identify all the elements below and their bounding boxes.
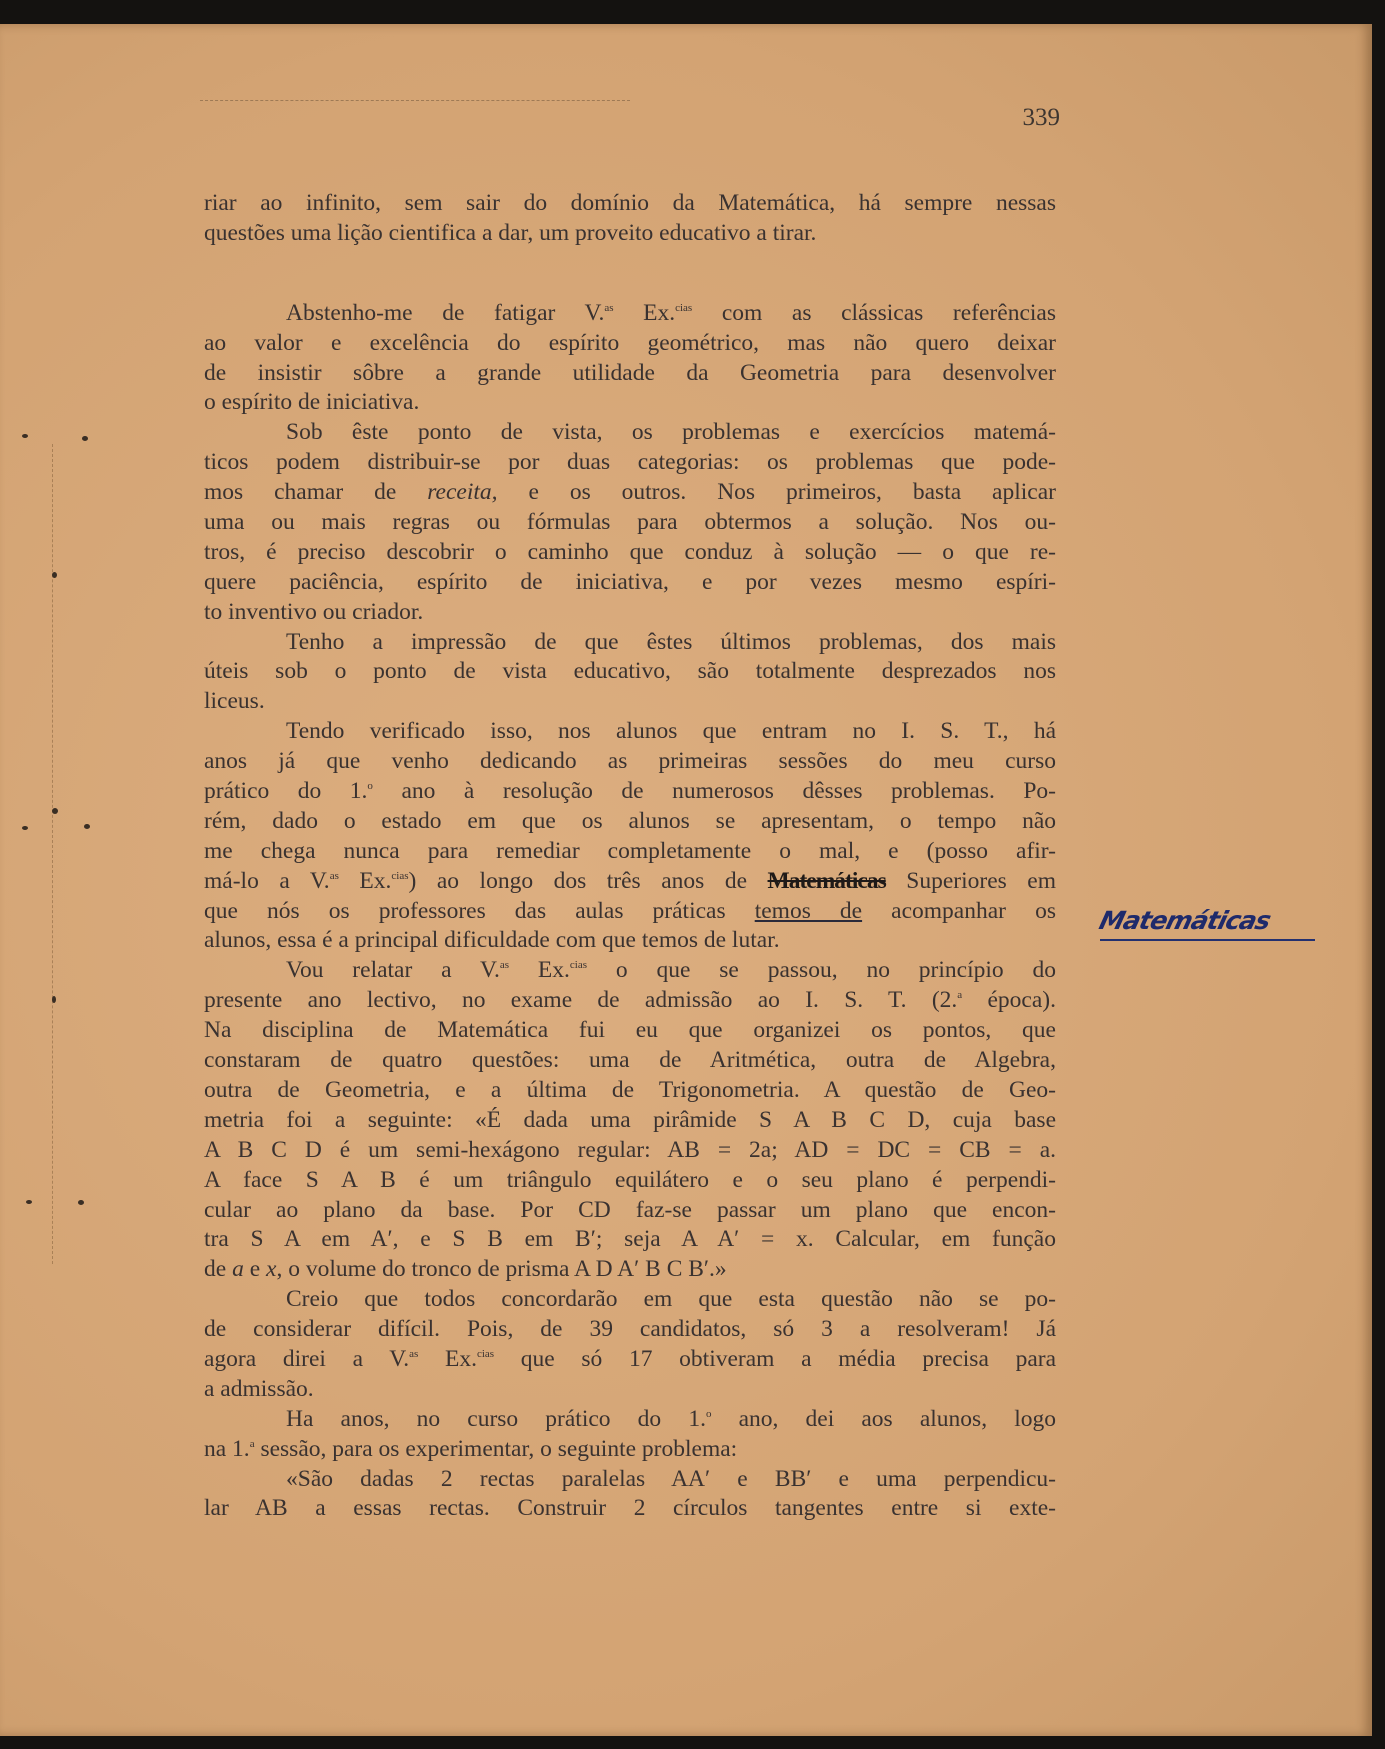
text-line: cular ao plano da base. Por CD faz-se passar um plano que encon- xyxy=(204,1196,1056,1223)
text-line: Ha anos, no curso prático do 1.$^o$ ano, dei aos alunos, logo xyxy=(286,1405,1056,1432)
body-text xyxy=(204,189,1056,1524)
text-line: prático do 1.$^o$ ano à resolução de numerosos dêsses problemas. Po- xyxy=(204,778,1056,805)
header-rule xyxy=(200,100,630,101)
text-line: anos já que venho dedicando as primeiras sessões do meu curso xyxy=(204,748,1056,775)
text-line: «São dadas 2 rectas paralelas AA′ e BB′ e uma perpendicu- xyxy=(286,1465,1056,1492)
text-line: úteis sob o ponto de vista educativo, são totalmente desprezados nos xyxy=(204,658,1056,685)
text-line: Tendo verificado isso, nos alunos que entram no I. S. T., há xyxy=(286,718,1056,745)
text-line: na 1.$^a$ sessão, para os experimentar, o seguinte problema: xyxy=(204,1435,738,1462)
text-line: de insistir sôbre a grande utilidade da Geometria para desenvolver xyxy=(204,359,1056,386)
text-line: uma ou mais regras ou fórmulas para obtermos a solução. Nos ou- xyxy=(204,509,1056,536)
text-line: Sob êste ponto de vista, os problemas e exercícios matemá- xyxy=(286,419,1056,446)
text-line: Vou relatar a V.$^{as}$ Ex.$^{cias}$ o que se passou, no princípio do xyxy=(286,957,1057,984)
text-line: Creio que todos concordarão em que esta questão não se po- xyxy=(286,1286,1056,1313)
text-line: ticos podem distribuir-se por duas categorias: os problemas que pode- xyxy=(204,449,1056,476)
text-line: lar AB a essas rectas. Construir 2 círculos tangentes entre si exte- xyxy=(204,1495,1056,1522)
text-line: o espírito de iniciativa. xyxy=(204,389,420,416)
underlined-text: temos de xyxy=(754,897,863,924)
ink-speck xyxy=(82,436,88,441)
handwritten-margin-note: Matemáticas xyxy=(1096,906,1274,935)
page-number: 339 xyxy=(1022,104,1060,131)
text-line: de a e x, o volume do tronco de prisma A D A′ B C B′.» xyxy=(204,1256,727,1283)
text-line: agora direi a V.$^{as}$ Ex.$^{cias}$ que só 17 obtiveram a média precisa para xyxy=(204,1345,1056,1372)
text-line: quere paciência, espírito de iniciativa, e por vezes mesmo espíri- xyxy=(204,568,1056,595)
text-line: liceus. xyxy=(204,688,265,715)
paragraph-gap xyxy=(204,249,1056,299)
ink-speck xyxy=(22,826,28,830)
text-line: rém, dado o estado em que os alunos se apresentam, o tempo não xyxy=(204,807,1056,834)
margin-note-underline xyxy=(1100,939,1315,941)
text-line: me chega nunca para remediar completamente o mal, e (posso afir- xyxy=(204,837,1056,864)
text-line: outra de Geometria, e a última de Trigonometria. A questão de Geo- xyxy=(204,1076,1056,1103)
ink-speck xyxy=(52,808,58,814)
text-line: que nós os professores das aulas práticas temos de acompanhar os xyxy=(204,897,1056,924)
text-line: to inventivo ou criador. xyxy=(204,598,424,625)
text-line: má-lo a V.$^{as}$ Ex.$^{cias}$) ao longo dos três anos de Matemáticas Superiores em xyxy=(204,867,1056,894)
text-line: A face S A B é um triângulo equilátero e o seu plano é perpendi- xyxy=(204,1166,1056,1193)
text-line: mos chamar de receita, e os outros. Nos primeiros, basta aplicar xyxy=(204,479,1056,506)
binding-holes xyxy=(52,444,55,1264)
text-line: Abstenho-me de fatigar V.$^{as}$ Ex.$^{cias}$ com as clássicas referências xyxy=(286,299,1056,326)
ink-speck xyxy=(26,1200,32,1204)
text-line: Na disciplina de Matemática fui eu que organizei os pontos, que xyxy=(204,1017,1056,1044)
ink-speck xyxy=(22,434,28,438)
ink-speck xyxy=(52,996,56,1003)
text-line: constaram de quatro questões: uma de Aritmética, outra de Algebra, xyxy=(204,1047,1056,1074)
text-line: A B C D é um semi-hexágono regular: AB = 2a; AD = DC = CB = a. xyxy=(204,1136,1056,1163)
text-line: Tenho a impressão de que êstes últimos problemas, dos mais xyxy=(286,628,1056,655)
text-line: metria foi a seguinte: «É dada uma pirâmide S A B C D, cuja base xyxy=(204,1106,1056,1133)
text-line: riar ao infinito, sem sair do domínio da Matemática, há sempre nessas xyxy=(204,190,1056,216)
text-line: tros, é preciso descobrir o caminho que conduz à solução — o que re- xyxy=(204,538,1056,565)
text-line: alunos, essa é a principal dificuldade com que temos de lutar. xyxy=(204,927,780,954)
text-line: questões uma lição cientifica a dar, um proveito educativo a tirar. xyxy=(204,219,817,246)
ink-speck xyxy=(78,1200,84,1205)
ink-speck xyxy=(52,572,57,578)
ink-speck xyxy=(84,824,90,829)
document-page xyxy=(0,24,1372,1736)
text-line: ao valor e excelência do espírito geométrico, mas não quero deixar xyxy=(204,329,1056,356)
text-line: presente ano lectivo, no exame de admissão ao I. S. T. (2.$^a$ época). xyxy=(204,987,1056,1014)
text-line: de considerar difícil. Pois, de 39 candidatos, só 3 a resolveram! Já xyxy=(204,1316,1056,1343)
text-line: a admissão. xyxy=(204,1375,314,1402)
struck-out-word: Matemáticas xyxy=(767,867,886,894)
text-line: tra S A em A′, e S B em B′; seja A A′ = x. Calcular, em função xyxy=(204,1226,1056,1253)
